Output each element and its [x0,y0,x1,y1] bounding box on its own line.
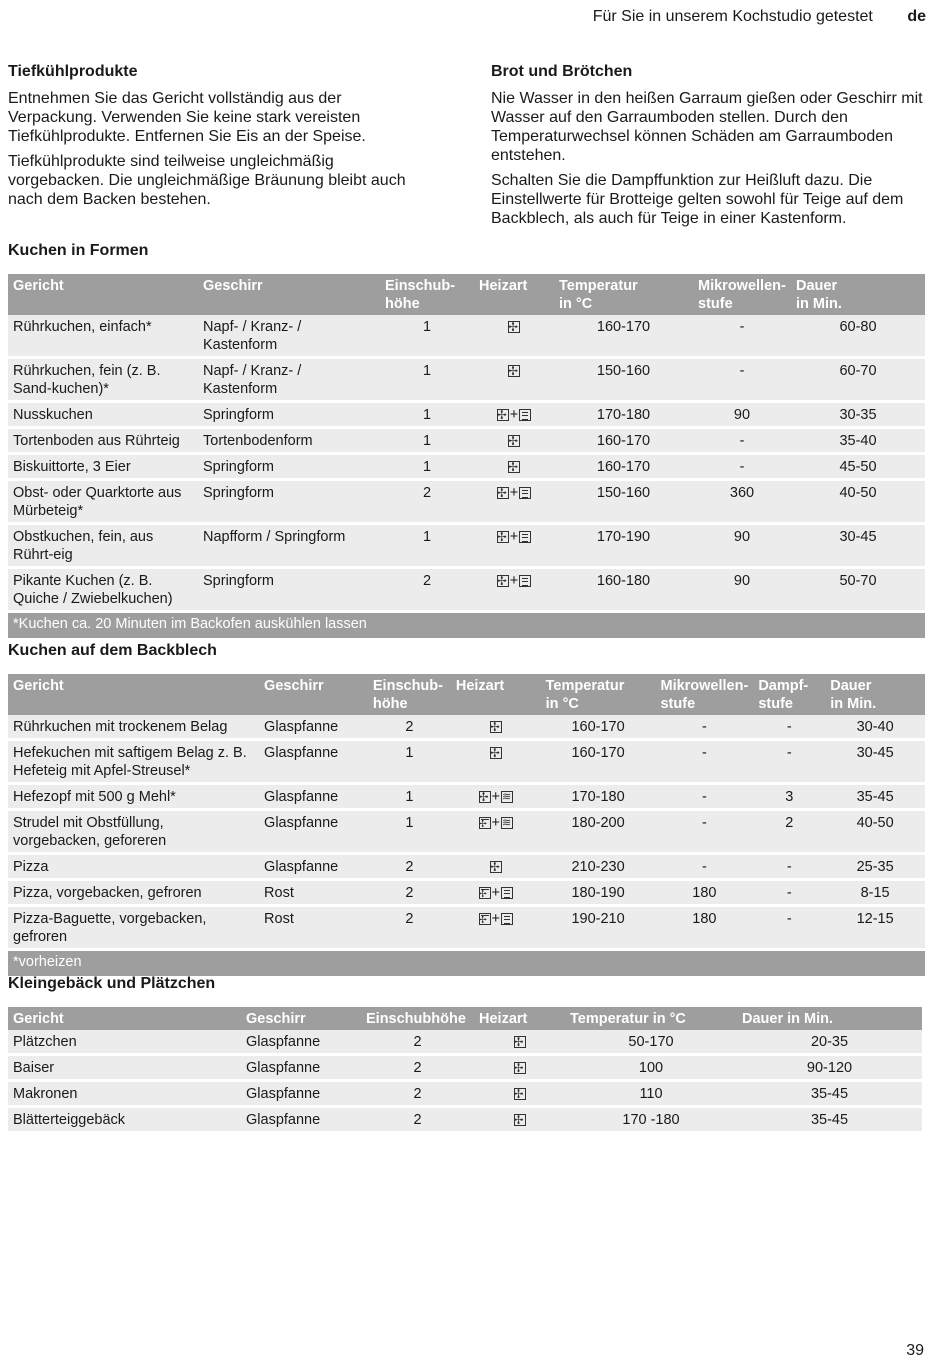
table-row [8,854,925,880]
bread-heading: Brot und Brötchen [491,63,633,80]
heating-mode-icons [508,459,520,475]
cell-mikro: 90 [733,573,751,589]
col-heizart: Heizart [479,1011,528,1027]
table-row [8,784,925,810]
fan-heating-icon [497,531,509,543]
cell-mikro: - [739,319,745,335]
col-geschirr: Geschirr [246,1011,306,1027]
col-gericht: Gericht [13,1011,64,1027]
cell-geschirr: Glaspfanne [264,815,339,831]
table-row [8,1030,922,1055]
col-dauer: Dauer in Min. [796,278,842,312]
cell-gericht: Tortenboden aus Rührteig [13,433,180,449]
cell-einschub: 1 [405,745,414,761]
cell-einschub: 1 [422,529,432,545]
cell-dauer: 35-45 [810,1112,849,1128]
cell-mikro: - [701,815,707,831]
cell-einschub: 2 [405,911,414,927]
cell-gericht: Plätzchen [13,1034,77,1050]
heating-mode-icons [514,1034,526,1050]
heating-mode-icons [497,407,531,423]
heating-mode-icons [479,815,513,831]
table-row [8,402,925,428]
cell-einschub: 2 [405,859,414,875]
cell-temp: 100 [638,1060,664,1076]
cell-heizart [474,1081,565,1107]
cell-geschirr: Glaspfanne [246,1034,321,1050]
cell-mikro: 180 [692,885,717,901]
heating-mode-icons [514,1086,526,1102]
cell-gericht: Obst- oder Quarktorte aus Mürbeteig* [13,485,182,519]
frozen-paragraph-2: Tiefkühlprodukte sind teilweise ungleichmäßig vorgebacken. Die ungleichmäßige Bräunung bleibt auch nach dem Backen bestehen. [8,153,406,208]
cell-dampf: - [786,745,792,761]
cell-einschub: 1 [422,363,432,379]
cell-heizart [474,1055,565,1081]
cell-einschub: 2 [413,1086,422,1102]
cell-gericht: Rührkuchen, einfach* [13,319,152,335]
cell-heizart [474,568,554,612]
table-row [8,454,925,480]
steam-icon [501,817,513,829]
cell-temp: 170-180 [596,407,651,423]
cell-dauer: 25-35 [856,859,894,875]
page-number: 39 [906,1342,924,1359]
cell-einschub: 1 [422,459,432,475]
col-einschub: Einschub- höhe [372,678,443,712]
fan-heating-icon [490,747,502,759]
col-gericht: Gericht [13,278,64,294]
cell-gericht: Baiser [13,1060,55,1076]
cell-geschirr: Springform [203,485,274,501]
fan-heating-icon [514,1088,526,1100]
cell-dauer: 40-50 [839,485,877,501]
heating-mode-icons [490,719,502,735]
cell-gericht: Rührkuchen mit trockenem Belag [13,719,228,735]
language-code: de [907,8,926,25]
cell-einschub: 2 [422,573,432,589]
cell-einschub: 1 [405,789,414,805]
cell-temp: 150-160 [596,485,651,501]
cell-dauer: 60-80 [839,319,877,335]
cell-heizart [474,1030,565,1055]
heating-mode-icons [490,745,502,761]
cell-gericht: Makronen [13,1086,78,1102]
cell-gericht: Strudel mit Obstfüllung, vorgebacken, geforeren [13,815,167,849]
cell-einschub: 1 [422,407,432,423]
fan-heating-icon [479,791,491,803]
cell-einschub: 2 [405,719,414,735]
fan-heating-icon [514,1062,526,1074]
table-row [8,880,925,906]
bread-paragraph-1: Nie Wasser in den heißen Garraum gießen oder Geschirr mit Wasser auf den Garraumboden stellen. Durch den Temperaturwechsel können Schäden am Garraumboden entstehen. [491,90,923,164]
table-row [8,906,925,950]
cell-einschub: 1 [422,433,432,449]
cell-heizart [451,854,541,880]
cell-gericht: Obstkuchen, fein, aus Rührt-eig [13,529,154,563]
page-header [593,8,926,26]
table1-header-row [8,274,925,315]
cell-mikro: - [739,459,745,475]
table2-header-row [8,674,925,715]
cell-dauer: 12-15 [856,911,894,927]
table-row [8,1055,922,1081]
fan-heating-icon [497,409,509,421]
cell-temp: 160-170 [571,745,625,761]
cell-geschirr: Napfform / Springform [203,529,346,545]
microwave-icon [519,487,531,499]
steam-icon [501,791,513,803]
cell-temp: 110 [639,1086,663,1102]
frozen-heading: Tiefkühlprodukte [8,63,138,80]
cell-geschirr: Glaspfanne [246,1086,321,1102]
fan-heating-icon [497,575,509,587]
top-fan-heating-icon [479,913,491,925]
cell-einschub: 1 [422,319,432,335]
cell-heizart [451,715,541,740]
table1-title: Kuchen in Formen [8,242,149,259]
cell-heizart [451,880,541,906]
cell-dauer: 20-35 [810,1034,849,1050]
table3-title: Kleingebäck und Plätzchen [8,975,216,992]
col-einschub: Einschubhöhe [366,1011,466,1027]
plus-sign: + [509,485,519,501]
heating-mode-icons [479,885,513,901]
heating-mode-icons [497,485,531,501]
frozen-paragraph-1: Entnehmen Sie das Gericht vollständig aus der Verpackung. Verwenden Sie keine stark vereisten Tiefkühlprodukte. Entfernen Sie Eis an der Speise. [8,90,366,145]
heating-mode-icons [514,1060,526,1076]
top-fan-heating-icon [479,887,491,899]
cell-dauer: 50-70 [839,573,877,589]
cell-geschirr: Tortenbodenform [203,433,313,449]
col-dauer: Dauer in Min. [830,678,877,712]
cell-gericht: Pikante Kuchen (z. B. Quiche / Zwiebelkuchen) [13,573,173,607]
table2-title: Kuchen auf dem Backblech [8,642,217,659]
cell-einschub: 1 [405,815,414,831]
cell-temp: 160-170 [596,459,651,475]
table-row [8,568,925,612]
cell-mikro: - [739,433,745,449]
cell-temp: 180-190 [571,885,625,901]
cell-heizart [474,480,554,524]
cell-heizart [474,315,554,358]
cell-heizart [451,810,541,854]
cell-geschirr: Glaspfanne [264,745,339,761]
fan-heating-icon [508,321,520,333]
cell-mikro: - [739,363,745,379]
microwave-icon [501,887,513,899]
cell-heizart [451,906,541,950]
bread-section [491,62,931,234]
heating-mode-icons [479,789,513,805]
cell-temp: 180-200 [571,815,625,831]
cell-mikro: - [701,719,707,735]
col-dauer: Dauer in Min. [742,1011,834,1027]
header-title: Für Sie in unserem Kochstudio getestet [592,8,873,25]
cell-geschirr: Springform [203,573,274,589]
plus-sign: + [509,573,519,589]
heating-mode-icons [479,911,513,927]
plus-sign: + [491,911,500,927]
table-row [8,480,925,524]
cell-mikro: 360 [729,485,755,501]
plus-sign: + [491,815,500,831]
cell-einschub: 2 [405,885,414,901]
cell-geschirr: Rost [264,911,294,927]
cell-mikro: 90 [733,407,751,423]
cell-einschub: 2 [422,485,432,501]
heating-mode-icons [508,363,520,379]
cell-mikro: 180 [692,911,717,927]
cell-gericht: Pizza-Baguette, vorgebacken, gefroren [13,911,207,945]
table-cakes-in-molds [8,274,925,638]
col-mikro: Mikrowellen- stufe [698,278,786,312]
col-temp: Temperatur in °C [559,278,638,312]
heating-mode-icons [497,573,531,589]
cell-heizart [474,454,554,480]
cell-dauer: 40-50 [856,815,894,831]
footnote: *vorheizen [13,954,82,970]
cell-geschirr: Glaspfanne [264,859,339,875]
fan-heating-icon [508,461,520,473]
cell-heizart [474,358,554,402]
table-row [8,428,925,454]
cell-dampf: - [786,911,792,927]
cell-dauer: 45-50 [839,459,877,475]
fan-heating-icon [508,365,520,377]
cell-geschirr: Glaspfanne [264,789,339,805]
fan-heating-icon [490,861,502,873]
heating-mode-icons [508,433,520,449]
table-row [8,715,925,740]
table-row [8,1107,922,1133]
plus-sign: + [509,407,519,423]
cell-gericht: Hefekuchen mit saftigem Belag z. B. Hefeteig mit Apfel-Streusel* [13,745,247,779]
fan-heating-icon [508,435,520,447]
cell-temp: 160-170 [596,433,651,449]
cell-gericht: Pizza, vorgebacken, gefroren [13,885,202,901]
cell-mikro: - [701,859,707,875]
cell-heizart [474,524,554,568]
cell-temp: 210-230 [571,859,625,875]
cell-geschirr: Glaspfanne [246,1060,321,1076]
cell-temp: 150-160 [596,363,651,379]
fan-heating-icon [514,1036,526,1048]
microwave-icon [519,531,531,543]
cell-heizart [451,784,541,810]
cell-geschirr: Napf- / Kranz- / Kastenform [203,319,302,353]
plus-sign: + [491,789,500,805]
cell-geschirr: Glaspfanne [264,719,339,735]
table-small-pastries [8,1007,922,1134]
cell-temp: 160-170 [571,719,625,735]
cell-temp: 170-180 [571,789,625,805]
footnote: *Kuchen ca. 20 Minuten im Backofen auskühlen lassen [13,616,367,632]
table-footnote-row [8,612,925,639]
table3-header-row [8,1007,922,1030]
cell-dampf: 3 [785,789,794,805]
table-row [8,315,925,358]
cell-dauer: 30-35 [839,407,877,423]
heating-mode-icons [508,319,520,335]
cell-mikro: - [701,745,707,761]
top-fan-heating-icon [479,817,491,829]
cell-gericht: Nusskuchen [13,407,93,423]
heating-mode-icons [514,1112,526,1128]
table-row [8,740,925,784]
col-temp: Temperatur in °C [570,1011,686,1027]
microwave-icon [519,575,531,587]
cell-dauer: 30-45 [839,529,877,545]
cell-heizart [474,1107,565,1133]
cell-mikro: - [701,789,707,805]
cell-heizart [451,740,541,784]
cell-dauer: 60-70 [839,363,877,379]
cell-dauer: 35-45 [856,789,894,805]
fan-heating-icon [490,721,502,733]
col-geschirr: Geschirr [203,278,263,294]
cell-dampf: - [786,859,792,875]
plus-sign: + [509,529,519,545]
col-dampf: Dampf- stufe [758,678,809,712]
col-temp: Temperatur in °C [545,678,625,712]
cell-dauer: 30-45 [856,745,894,761]
cell-gericht: Biskuittorte, 3 Eier [13,459,131,475]
cell-dauer: 35-45 [810,1086,849,1102]
bread-paragraph-2: Schalten Sie die Dampffunktion zur Heißluft dazu. Die Einstellwerte für Brotteige gelten sowohl für Teige auf dem Backblech, als auch für Teige in einer Kastenform. [491,172,904,227]
cell-geschirr: Springform [203,407,274,423]
col-heizart: Heizart [455,678,505,694]
cell-dauer: 30-40 [856,719,894,735]
microwave-icon [519,409,531,421]
fan-heating-icon [497,487,509,499]
heating-mode-icons [497,529,531,545]
cell-einschub: 2 [413,1034,422,1050]
cell-heizart [474,428,554,454]
cell-geschirr: Napf- / Kranz- / Kastenform [203,363,302,397]
cell-geschirr: Rost [264,885,294,901]
table-sheet-cakes [8,674,925,976]
plus-sign: + [491,885,500,901]
cell-temp: 50-170 [628,1034,674,1050]
col-mikro: Mikrowellen- stufe [660,678,749,712]
cell-mikro: 90 [733,529,751,545]
cell-einschub: 2 [413,1060,422,1076]
cell-dampf: 2 [785,815,794,831]
col-gericht: Gericht [13,678,64,694]
cell-geschirr: Glaspfanne [246,1112,321,1128]
cell-heizart [474,402,554,428]
cell-einschub: 2 [413,1112,422,1128]
cell-gericht: Rührkuchen, fein (z. B. Sand-kuchen)* [13,363,161,397]
cell-gericht: Pizza [13,859,49,875]
table-row [8,524,925,568]
cell-gericht: Blätterteiggebäck [13,1112,126,1128]
cell-geschirr: Springform [203,459,274,475]
col-heizart: Heizart [479,278,528,294]
cell-dauer: 8-15 [860,885,890,901]
cell-temp: 160-180 [596,573,651,589]
cell-dauer: 90-120 [806,1060,853,1076]
cell-gericht: Hefezopf mit 500 g Mehl* [13,789,176,805]
cell-temp: 160-170 [596,319,651,335]
frozen-products-section [8,62,428,215]
cell-temp: 170-190 [596,529,651,545]
heating-mode-icons [490,859,502,875]
cell-dauer: 35-40 [839,433,877,449]
cell-temp: 190-210 [571,911,625,927]
cell-dampf: - [786,885,792,901]
fan-heating-icon [514,1114,526,1126]
cell-dampf: - [786,719,792,735]
table-row [8,358,925,402]
col-geschirr: Geschirr [264,678,324,694]
col-einschub: Einschub- höhe [385,278,456,312]
table-footnote-row [8,950,925,977]
table-row [8,810,925,854]
microwave-icon [501,913,513,925]
table-row [8,1081,922,1107]
cell-temp: 170 -180 [622,1112,680,1128]
